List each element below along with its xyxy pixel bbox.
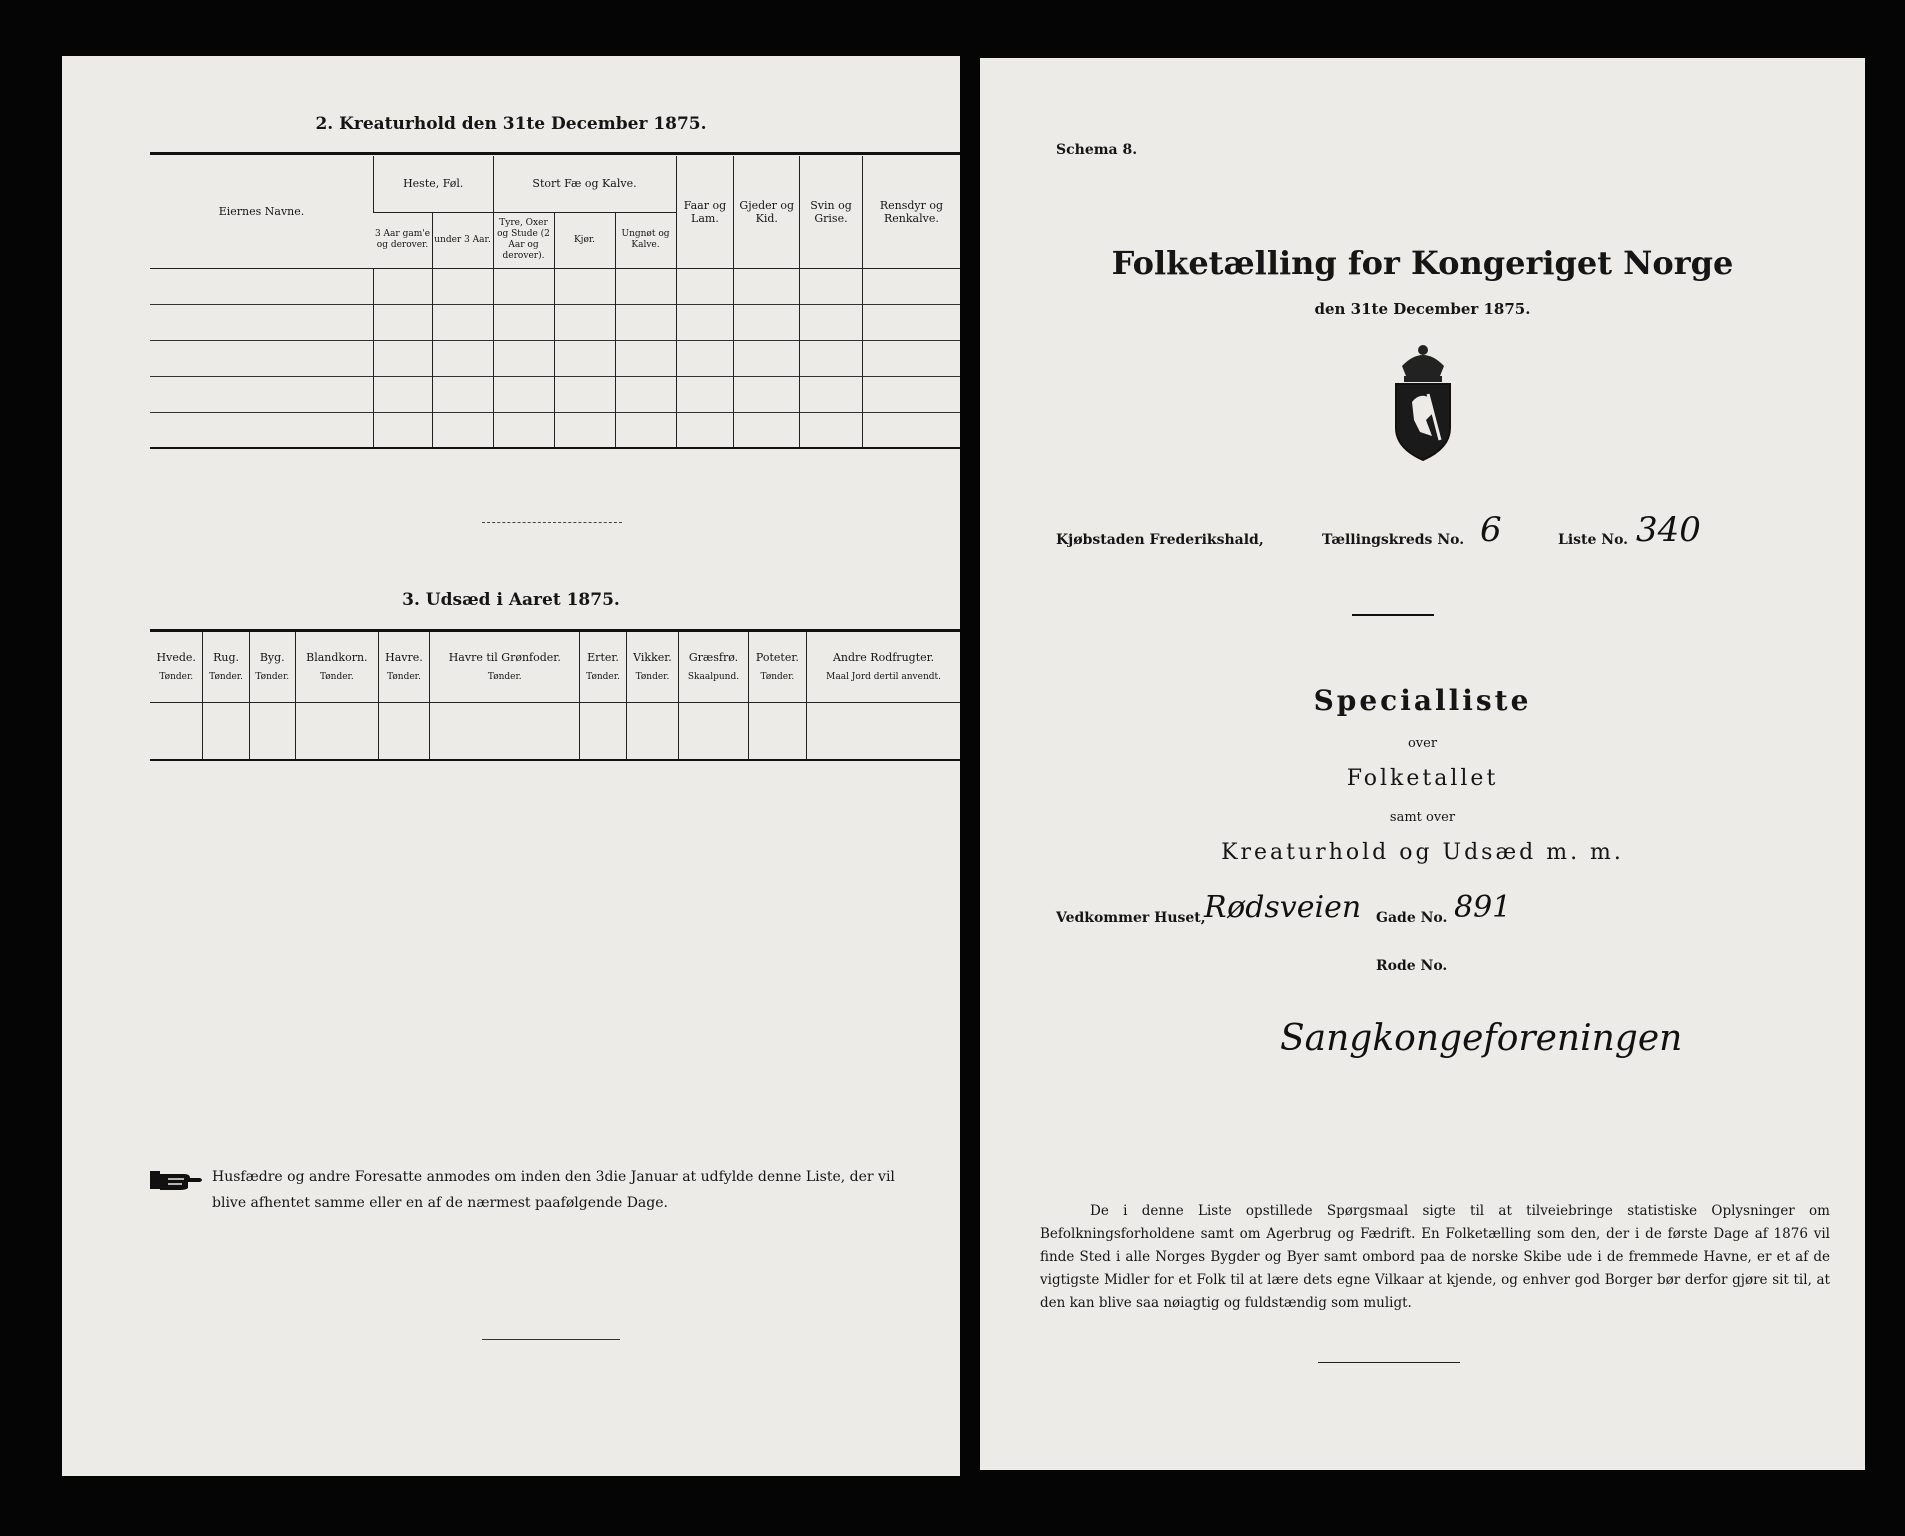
seed-header-10 xyxy=(807,632,960,702)
seed-unit-label: Tønder. xyxy=(255,671,290,682)
owner-name: Sangkongeforeningen xyxy=(1280,1018,1683,1059)
right-page xyxy=(980,58,1865,1470)
livestock-table xyxy=(150,156,960,449)
header-young-cattle: Ungnøt og Kalve. xyxy=(615,212,676,268)
seed-unit-label: Skaalpund. xyxy=(687,671,740,682)
gade-label: Gade No. xyxy=(1376,910,1448,926)
seed-unit-label: Tønder. xyxy=(586,671,620,682)
header-cows: Kjør. xyxy=(554,212,615,268)
seed-unit-label: Maal Jord dertil anvendt. xyxy=(826,671,941,682)
header-owner: Eiernes Navne. xyxy=(218,205,305,219)
seed-crop-label: Blandkorn. xyxy=(306,650,368,664)
seed-empty-cell xyxy=(626,702,679,760)
census-date: den 31te December 1875. xyxy=(1314,300,1531,318)
house-value: Rødsveien xyxy=(1204,890,1362,925)
seed-crop-label: Græsfrø. xyxy=(688,650,739,664)
over-label-1: over xyxy=(1407,736,1438,751)
seed-header-5 xyxy=(430,632,580,702)
header-goats: Gjeder og Kid. xyxy=(734,156,800,268)
left-page xyxy=(62,56,960,1476)
schema-label: Schema 8. xyxy=(1056,142,1138,158)
livestock-title: 2. Kreaturhold den 31te December 1875. xyxy=(315,114,707,134)
kreaturhold-label: Kreaturhold og Udsæd m. m. xyxy=(1221,840,1624,865)
header-reindeer: Rensdyr og Renkalve. xyxy=(862,156,960,268)
seed-empty-cell xyxy=(679,702,748,760)
seed-empty-cell xyxy=(378,702,429,760)
seed-crop-label: Erter. xyxy=(587,650,619,664)
seed-empty-cell xyxy=(249,702,295,760)
folketallet-label: Folketallet xyxy=(1346,766,1499,791)
district-value: 6 xyxy=(1480,510,1502,550)
rode-label: Rode No. xyxy=(1376,958,1448,974)
seed-empty-cell xyxy=(430,702,580,760)
seed-crop-label: Rug. xyxy=(213,650,240,664)
seed-crop-label: Byg. xyxy=(259,650,285,664)
seed-header-1 xyxy=(203,632,249,702)
seed-empty-cell xyxy=(203,702,249,760)
seed-header-8 xyxy=(679,632,748,702)
seed-empty-cell xyxy=(295,702,378,760)
seed-header-7 xyxy=(626,632,679,702)
seed-crop-label: Havre til Grønfoder. xyxy=(448,650,561,664)
house-label: Vedkommer Huset, xyxy=(1056,910,1206,926)
seed-unit-label: Tønder. xyxy=(387,671,421,682)
seed-unit-label: Tønder. xyxy=(159,671,194,682)
seed-header-6 xyxy=(580,632,626,702)
header-horses-young: under 3 Aar. xyxy=(432,212,493,268)
seed-crop-label: Vikker. xyxy=(633,650,672,664)
seed-crop-label: Poteter. xyxy=(755,650,799,664)
seed-empty-cell xyxy=(748,702,806,760)
norway-coat-of-arms-icon xyxy=(1368,336,1478,466)
seed-unit-label: Tønder. xyxy=(760,671,795,682)
notice-text: Husfædre og andre Foresatte anmodes om inden den 3die Januar at udfylde denne Liste, der vil blive afhentet samme eller en af de nærmest paafølgende Dage. xyxy=(212,1169,895,1211)
list-label: Liste No. xyxy=(1558,532,1629,548)
census-title: Folketælling for Kongeriget Norge xyxy=(1111,244,1734,282)
seed-header-2 xyxy=(249,632,295,702)
seed-crop-label: Havre. xyxy=(385,650,423,664)
seed-unit-label: Tønder. xyxy=(209,671,243,682)
pointing-hand-icon xyxy=(150,1168,204,1192)
seed-unit-label: Tønder. xyxy=(319,671,354,682)
seed-unit-label: Tønder. xyxy=(487,671,522,682)
special-list-title: Specialliste xyxy=(1313,684,1532,717)
seed-header-0 xyxy=(150,632,203,702)
seed-unit-label: Tønder. xyxy=(635,671,670,682)
seed-empty-cell xyxy=(150,702,203,760)
seed-crop-label: Andre Rodfrugter. xyxy=(832,650,935,664)
header-horses: Heste, Føl. xyxy=(374,156,494,212)
seed-header-3 xyxy=(295,632,378,702)
seed-empty-cell xyxy=(807,702,960,760)
header-sheep: Faar og Lam. xyxy=(676,156,734,268)
list-value: 340 xyxy=(1636,510,1701,550)
seed-table xyxy=(150,632,960,761)
header-bulls: Tyre, Oxer og Stude (2 Aar og derover). xyxy=(493,212,554,268)
gade-value: 891 xyxy=(1454,890,1512,925)
seed-header-9 xyxy=(748,632,806,702)
seed-empty-cell xyxy=(580,702,626,760)
seed-crop-label: Hvede. xyxy=(156,650,196,664)
samt-over-label: samt over xyxy=(1389,810,1456,825)
city-label: Kjøbstaden Frederikshald, xyxy=(1056,532,1264,548)
explanation-paragraph: De i denne Liste opstillede Spørgsmaal sigte til at tilveiebringe statistiske Oplysninger om Befolkningsforholdene samt om Agerbrug og Fædrift. En Folketælling som den, der i de første Dage af 1876 vil finde Sted i alle Norges Bygder og Byer samt ombord paa de norske Skibe ude i de fremmede Havne, er et af de vigtigste Midler for et Folk til at lære dets egne Vilkaar at kjende, og enhver god Borger bør derfor gjøre sit til, at den kan blive saa nøiagtig og fuldstændig som muligt. xyxy=(1040,1203,1830,1311)
header-cattle: Stort Fæ og Kalve. xyxy=(493,156,676,212)
district-label: Tællingskreds No. xyxy=(1322,532,1465,548)
seed-header-4 xyxy=(378,632,429,702)
header-pigs: Svin og Grise. xyxy=(800,156,863,268)
header-horses-old: 3 Aar gam'e og derover. xyxy=(374,229,431,250)
seed-title: 3. Udsæd i Aaret 1875. xyxy=(402,590,620,610)
